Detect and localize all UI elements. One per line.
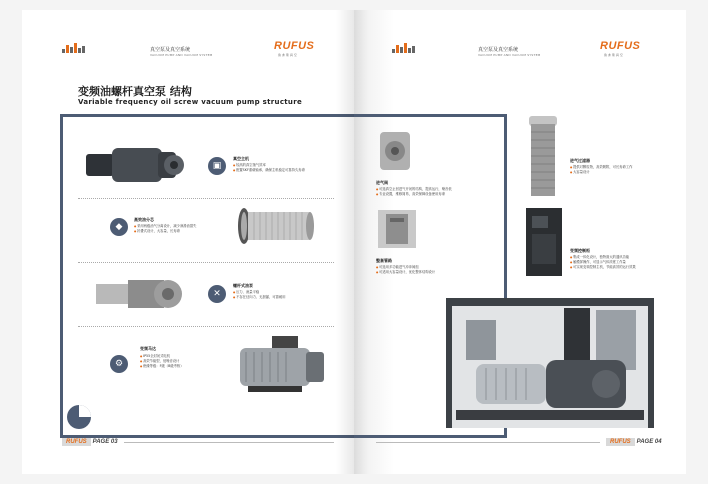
- comp3-bullet-1: ● 压力、流量平稳: [233, 290, 286, 295]
- vacuum-host-image: [78, 140, 188, 190]
- right-page: [354, 10, 686, 474]
- footer-brand: RUFUS: [606, 438, 635, 446]
- gear-icon: ⚙: [110, 355, 128, 373]
- tools-icon: ✕: [208, 285, 226, 303]
- brand-sub: 鲁 弗 斯 真 空: [604, 53, 623, 57]
- comp3-title: 螺杆式油泵: [233, 283, 253, 288]
- comp1-bullets: [233, 163, 305, 173]
- comp1-bullet-1: ● 较高的真空抽气效率: [233, 163, 305, 168]
- rcomp3-bullet-1: ● 提供对颗粒物，高效吸附，可长寿命工作: [570, 165, 632, 170]
- comp4-bullets: [140, 354, 184, 369]
- corner-emblem-icon: [66, 404, 92, 430]
- rcomp1-bullet-1: ● 可选真空止回进气开闭的结构，提高运行，噪音低: [376, 187, 452, 192]
- brand-sub: 鲁 弗 斯 真 空: [278, 53, 297, 57]
- header-en: VACUUM PUMP AND VACUUM SYSTEM: [150, 53, 213, 57]
- header-bars-logo: [62, 43, 85, 53]
- rcomp2-title: 整套管路: [376, 258, 392, 263]
- comp1-bullet-2: ● 配置SKF重载轴承，确保主机稳定可靠持久寿命: [233, 168, 305, 173]
- rcomp4-bullet-3: ● 可实现变频控制主机，节能高效的运行效果: [570, 265, 636, 270]
- brand-logo: RUFUS: [600, 40, 641, 52]
- comp4-bullet-2: ● 高效节能型，低噪音设计: [140, 359, 184, 364]
- header-en: VACUUM PUMP AND VACUUM SYSTEM: [478, 53, 541, 57]
- page-number: PAGE 04: [636, 439, 662, 445]
- rcomp4-bullets: [570, 255, 636, 270]
- comp4-bullet-1: ● IP55全封闭式电机: [140, 354, 184, 359]
- comp2-bullets: [134, 224, 196, 234]
- rcomp1-bullets: [376, 187, 452, 197]
- rcomp1-bullet-2: ● 专业设置，维修简易，高效保障设备使用寿命: [376, 192, 452, 197]
- air-filter-image: [526, 114, 560, 200]
- variable-frequency-motor-image: [232, 334, 332, 396]
- rcomp3-title: 进气过滤器: [570, 158, 590, 163]
- footer-right: [376, 438, 662, 446]
- footer-rule: [376, 442, 600, 443]
- rcomp2-bullet-2: ● 可适用大容量设计，优化整体结构设计: [376, 270, 435, 275]
- separator: [78, 198, 334, 199]
- footer-rule: [124, 442, 334, 443]
- header-bars-logo: [392, 43, 415, 53]
- rcomp2-bullets: [376, 265, 435, 275]
- rcomp3-bullet-2: ● 大容量设计: [570, 170, 632, 175]
- intake-valve-image: [376, 126, 416, 174]
- rcomp3-bullets: [570, 165, 632, 175]
- monitor-icon: ▣: [208, 157, 226, 175]
- comp1-title: 真空主机: [233, 156, 249, 161]
- comp2-bullet-2: ● 折叠式设计，大容量，长寿命: [134, 229, 196, 234]
- footer-left: [62, 438, 334, 446]
- page-number: PAGE 03: [92, 439, 118, 445]
- screw-oil-pump-image: [92, 272, 192, 318]
- separator: [78, 326, 334, 327]
- rcomp1-title: 进气阀: [376, 180, 388, 185]
- comp2-title: 高效油分芯: [134, 217, 154, 222]
- piping-image: [376, 208, 418, 250]
- comp3-bullets: [233, 290, 286, 300]
- vacuum-pump-machine-image: [446, 298, 654, 428]
- rcomp4-title: 变频控制柜: [570, 248, 590, 253]
- rcomp2-bullet-1: ● 可选用多功能进气冲冲阀组: [376, 265, 435, 270]
- comp3-bullet-2: ● 不存在径向力、无泄漏，可靠耐用: [233, 295, 286, 300]
- comp2-bullet-1: ● 采用两级油气分离设计，减少润滑油损失: [134, 224, 196, 229]
- header-cn: 真空泵及真空系统: [150, 47, 191, 53]
- page-title-cn: 变频油螺杆真空泵 结构: [78, 85, 192, 98]
- comp4-bullet-3: ● 绝缘等级：F级（B级考核）: [140, 364, 184, 369]
- diamond-icon: ◆: [110, 218, 128, 236]
- page-title-en: Variable frequency oil screw vacuum pump structure: [78, 98, 303, 106]
- comp4-title: 变频马达: [140, 346, 156, 351]
- rcomp4-bullet-2: ● 触摸屏操作，可显示气体浓度工作量: [570, 260, 636, 265]
- control-cabinet-image: [524, 206, 564, 278]
- left-page: [22, 10, 354, 474]
- footer-brand: RUFUS: [62, 438, 91, 446]
- brand-logo: RUFUS: [274, 40, 315, 52]
- separator: [78, 262, 334, 263]
- oil-separator-image: [234, 206, 320, 246]
- header-cn: 真空泵及真空系统: [478, 47, 519, 53]
- rcomp4-bullet-1: ● 集成一体化设计，独特面大的通讯功能: [570, 255, 636, 260]
